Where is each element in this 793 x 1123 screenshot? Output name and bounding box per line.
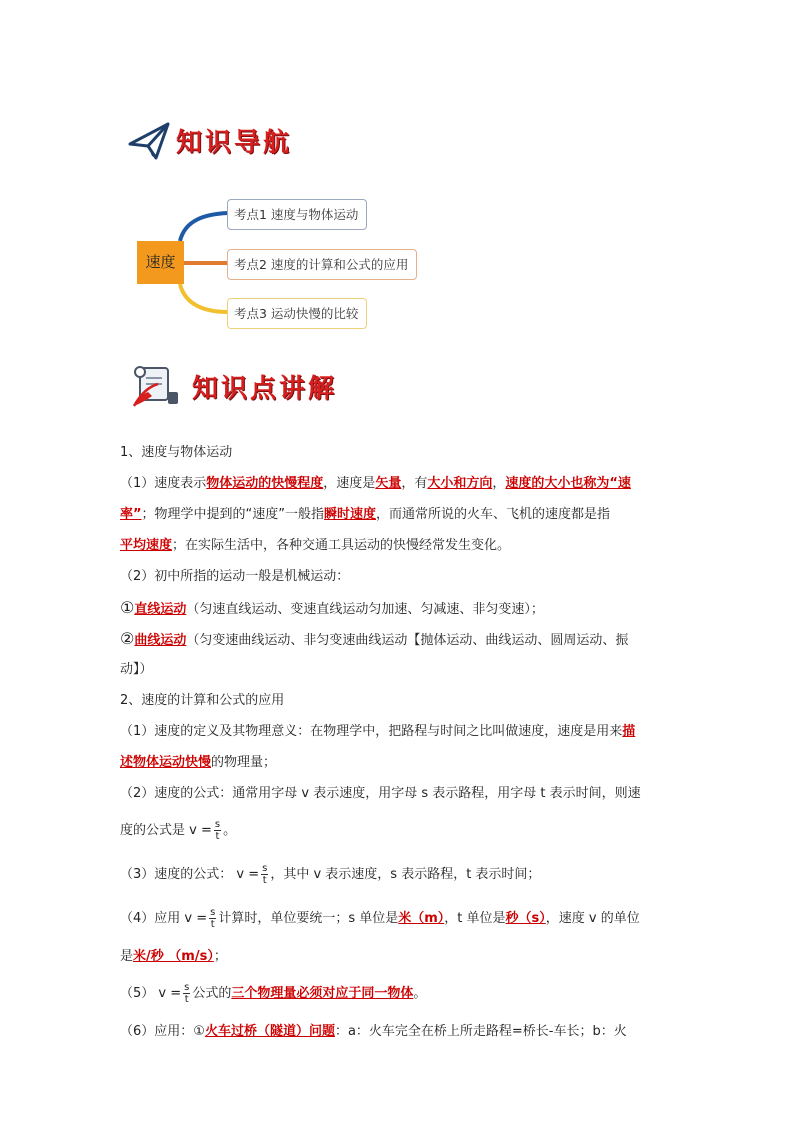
section-2-title: 2、速度的计算和公式的应用 [120,693,285,708]
paragraph-q5: （5） v = $\frac{s}{t}$ 公式的三个物理量必须对应于同一物体。 [120,982,427,1005]
paragraph-q4-line-2: 是米/秒 （m/s）； [120,949,227,964]
paragraph-q2-line-1: （2）速度的公式：通常用字母 v 表示速度，用字母 s 表示路程，用字母 t 表示时间，则速 [120,786,641,801]
paragraph-q4-line-1: （4）应用 v = $\frac{s}{t}$ 计算时，单位要统一；s 单位是米（m），t 单位是秒（s），速度 v 的单位 [120,907,640,930]
scroll-quill-icon [130,362,182,410]
paragraph-2: （2）初中所指的运动一般是机械运动： [120,569,350,584]
paper-plane-icon [128,122,170,160]
speed-fraction: $\frac{s}{t}$ [210,907,216,930]
paragraph-1-line-1: （1）速度表示物体运动的快慢程度，速度是矢量，有大小和方向，速度的大小也称为“速 [120,476,631,491]
mindmap-node-1: 考点1 速度与物体运动 [227,199,367,230]
paragraph-q1-line-2: 述物体运动快慢的物理量； [120,755,277,770]
paragraph-1-line-2: 率”；物理学中提到的“速度”一般指瞬时速度，而通常所说的火车、飞机的速度都是指 [120,507,611,522]
mindmap-node-2: 考点2 速度的计算和公式的应用 [227,249,417,280]
paragraph-q6: （6）应用：①火车过桥（隧道）问题：a：火车完全在桥上所走路程=桥长-车长；b：火 [120,1024,627,1039]
paragraph-2-item-2-cont: 动】） [120,662,153,677]
mindmap-root: 速度 [137,241,184,284]
section-1-title: 1、速度与物体运动 [120,445,233,460]
paragraph-2-item-1: ①直线运动（匀速直线运动、变速直线运动匀加速、匀减速、非匀变速）； [120,598,544,617]
speed-fraction: $\frac{s}{t}$ [262,863,268,886]
paragraph-q1-line-1: （1）速度的定义及其物理意义：在物理学中，把路程与时间之比叫做速度，速度是用来描 [120,724,636,739]
paragraph-2-item-2: ②曲线运动（匀变速曲线运动、非匀变速曲线运动【抛体运动、曲线运动、圆周运动、振 [120,629,629,648]
speed-fraction: $\frac{s}{t}$ [184,982,190,1005]
paragraph-q3: （3）速度的公式： v = $\frac{s}{t}$ ，其中 v 表示速度，s 表示路程，t 表示时间； [120,863,541,886]
speed-fraction: $\frac{s}{t}$ [214,819,221,842]
explain-heading: 知识点讲解 [192,374,338,404]
content-body [120,437,675,1047]
mindmap-node-3: 考点3 运动快慢的比较 [227,298,367,329]
paragraph-1-line-3: 平均速度；在实际生活中，各种交通工具运动的快慢经常发生变化。 [120,538,511,553]
nav-heading: 知识导航 [176,128,293,158]
paragraph-q2-line-2: 度的公式是 v = $\frac{s}{t}$ 。 [120,819,237,842]
